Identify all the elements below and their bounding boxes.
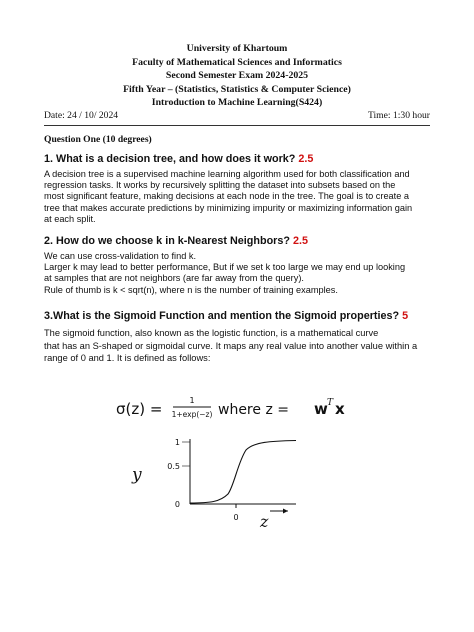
formula-numerator: 1 [189, 396, 195, 405]
answer-line: Larger k may lead to better performance, But if we set k too large we may end up looking [44, 262, 406, 273]
answer-line: The sigmoid function, also known as the logistic function, is a mathematical curve [44, 328, 379, 338]
question-2-text: 2. How do we choose k in k-Nearest Neighbors? [44, 235, 290, 247]
date-time-row [44, 110, 430, 122]
question-2-answer [44, 251, 434, 296]
question-3-text: 3.What is the Sigmoid Function and mention the Sigmoid properties? [44, 310, 400, 322]
question-1-marks: 2.5 [298, 153, 314, 165]
answer-line: at each split. [44, 213, 96, 224]
program-year: Fifth Year – (Statistics, Statistics & Computer Science) [123, 83, 351, 95]
course-title: Introduction to Machine Learning(S424) [151, 97, 323, 109]
question-2-title [44, 235, 308, 247]
question-2-marks: 2.5 [292, 235, 308, 247]
section-title: Question One (10 degrees) [44, 134, 152, 145]
formula-denominator: 1+exp(−z) [171, 410, 213, 419]
y-axis-label: y [132, 465, 142, 485]
question-3-answer [44, 327, 434, 365]
question-3-title [44, 310, 408, 322]
formula-lhs: σ(z) = [116, 400, 163, 418]
question-1-title [44, 153, 313, 165]
sigmoid-figure [110, 390, 370, 535]
faculty-name: Faculty of Mathematical Sciences and Informatics [132, 56, 342, 68]
formula-w: w [314, 400, 328, 418]
answer-line: We can use cross-validation to find k. [44, 251, 197, 261]
answer-line: at samples that are not neighbors (are far away from the query). [44, 273, 304, 284]
y-tick-1: 1 [174, 438, 180, 447]
exam-session: Second Semester Exam 2024-2025 [165, 70, 309, 82]
exam-header [0, 42, 474, 110]
sigmoid-curve [190, 441, 296, 504]
answer-line: tree that makes accurate predictions by minimizing impurity or maximizing information gain [44, 202, 413, 213]
header-divider [44, 125, 430, 126]
x-axis-label: z [260, 512, 269, 531]
university-name: University of Khartoum [186, 43, 288, 54]
answer-line: that has an S-shaped or sigmoidal curve. It maps any real value into another value within a [44, 340, 418, 351]
exam-date: Date: 24 / 10/ 2024 [44, 110, 119, 121]
answer-line: Rule of thumb is k < sqrt(n), where n is the number of training examples. [44, 284, 338, 295]
y-tick-0: 0 [174, 500, 180, 509]
answer-line: most significant feature, making decisions at each node in the tree. The goal is to create a [44, 191, 409, 202]
x-arrow-head [283, 509, 288, 514]
y-tick-half: 0.5 [167, 462, 180, 471]
answer-line: regression tasks. It works by recursively splitting the dataset into subsets based on the [44, 180, 396, 191]
x-tick-zero-label: 0 [233, 513, 239, 522]
formula-where: where z = [218, 402, 289, 418]
question-1-text: 1. What is a decision tree, and how does it work? [44, 153, 296, 165]
question-3-marks: 5 [402, 310, 409, 322]
formula-transpose: T [327, 398, 334, 408]
formula-x: x [335, 400, 345, 418]
question-1-answer [44, 169, 434, 225]
answer-line: A decision tree is a supervised machine learning algorithm used for both classification and [44, 169, 410, 179]
exam-duration: Time: 1:30 hour [367, 110, 430, 121]
answer-line: range of 0 and 1. It is defined as follows: [44, 353, 211, 364]
